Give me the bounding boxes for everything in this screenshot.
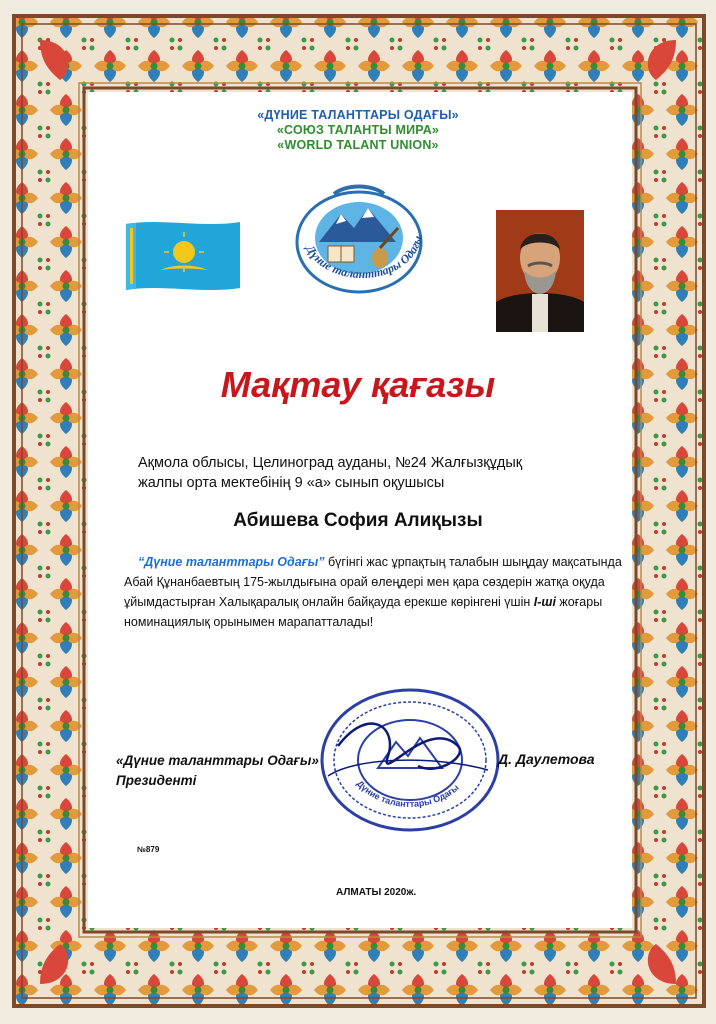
- award-text-line-2: Абай Құнанбаевтың 175-жылдығына орай өлеңдері мен қара сөздерін жатқа оқуда: [124, 575, 605, 589]
- abai-portrait-image: [496, 210, 584, 332]
- stamp-caption-text: Дүние таланттары Одағы: [354, 778, 461, 810]
- award-text: [124, 552, 624, 632]
- recipient-name: Абишева София Алиқызы: [233, 510, 483, 531]
- award-text-line-1: “Дүние таланттары Одағы” бүгінгі жас ұрпақтың талабын шыңдау мақсатында: [138, 555, 622, 569]
- signatory-org: «Дүние таланттары Одағы»: [116, 753, 319, 768]
- org-name-english: «WORLD TALANT UNION»: [277, 138, 439, 152]
- school-line-1: Ақмола облысы, Целиноград ауданы, №24 Жалғызқұдық: [138, 455, 523, 471]
- logo-caption-text: Дүние таланттары Одағы: [303, 233, 425, 282]
- school-line-2: жалпы орта мектебінің 9 «а» сынып оқушысы: [138, 475, 445, 491]
- svg-text:Дүние таланттары Одағы: [355, 778, 461, 809]
- signatory-org-block: [116, 751, 319, 791]
- recipient-school-info: [138, 453, 618, 493]
- signatory-role: Президенті: [116, 773, 197, 788]
- certificate-title: Мақтау қағазы: [220, 364, 496, 405]
- signatory-name: Д. Даулетова: [498, 751, 595, 767]
- award-place: I-ші: [533, 595, 556, 609]
- award-text-line-3: ұйымдастырған Халықаралық онлайн байқауда ерекше көрінгені үшін I-ші жоғары: [124, 595, 603, 609]
- certificate-number: №879: [137, 845, 160, 854]
- logo-caption-arc: [292, 232, 432, 302]
- kazakhstan-flag-image: [122, 218, 244, 294]
- award-text-line-4: номинациялық орынымен марапатталады!: [124, 615, 374, 629]
- org-name-kazakh: «ДҮНИЕ ТАЛАНТТАРЫ ОДАҒЫ»: [257, 108, 459, 122]
- city-date: АЛМАТЫ 2020ж.: [336, 887, 417, 898]
- stamp-caption-arc: [340, 758, 480, 818]
- org-quote: “Дүние таланттары Одағы”: [138, 555, 325, 569]
- org-name-russian: «СОЮЗ ТАЛАНТЫ МИРА»: [276, 123, 440, 137]
- svg-text:Дүние таланттары Одағы: [303, 234, 425, 281]
